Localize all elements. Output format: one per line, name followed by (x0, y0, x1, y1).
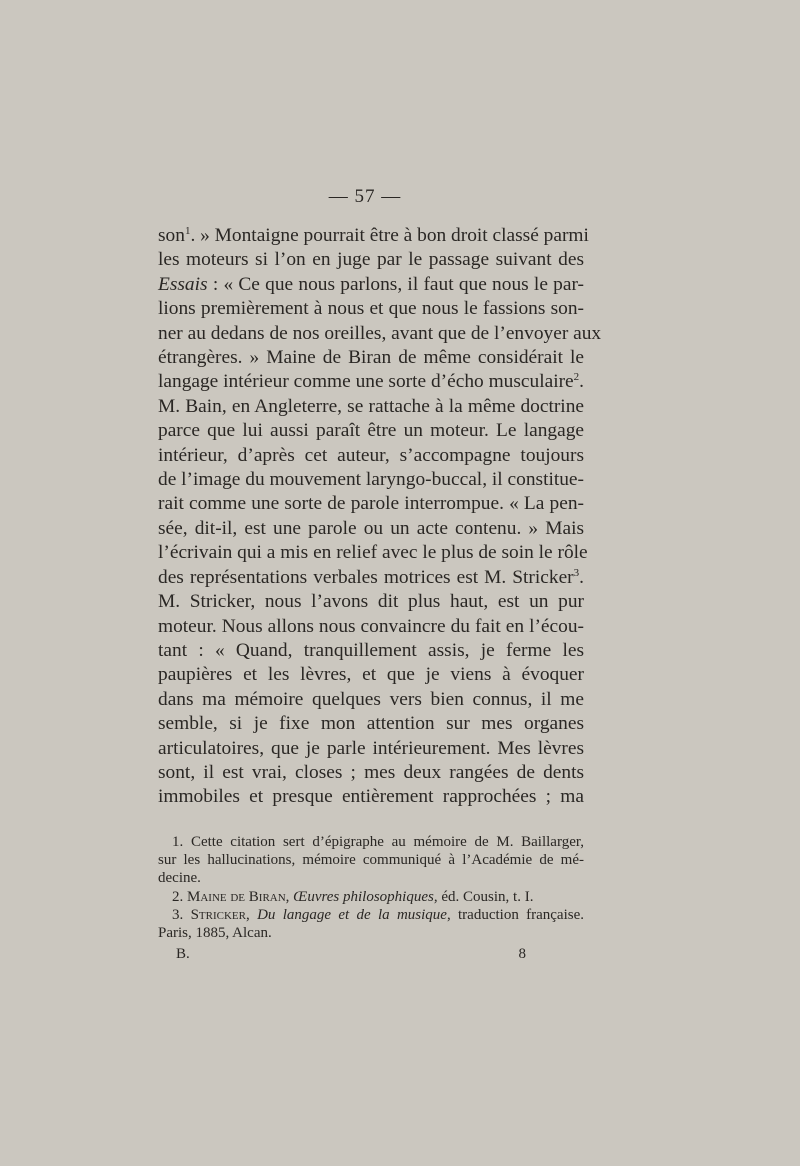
text-line-18: tant : « Quand, tranquillement assis, je ferme les (158, 639, 584, 661)
signature-number: 8 (518, 946, 526, 962)
text-line-10: intérieur, d’après cet auteur, s’accompagne toujours (158, 444, 584, 466)
footnote-ref-3: 3 (573, 566, 580, 579)
text-line-11: de l’image du mouvement laryngo-buccal, il constitue- (158, 469, 584, 491)
text-line-6: étrangères. » Maine de Biran de même considérait le (158, 347, 584, 369)
footnote-2-title: Œuvres philosophiques (293, 888, 434, 905)
footnote-1-line-2: sur les hallucinations, mémoire communiqué à l’Académie de mé- (158, 852, 584, 869)
text-line-9: parce que lui aussi paraît être un moteur. Le langage (158, 420, 584, 442)
text-line-19: paupières et les lèvres, et que je viens à évoquer (158, 664, 584, 686)
footnote-2-author: Maine de Biran (187, 888, 286, 905)
text-line-8: M. Bain, en Angleterre, se rattache à la même doctrine (158, 395, 584, 417)
footnote-1-line-3: decine. (158, 870, 201, 887)
text-line-21: semble, si je fixe mon attention sur mes organes (158, 713, 584, 735)
text-line-12: rait comme une sorte de parole interrompue. « La pen- (158, 493, 584, 515)
text-line-17: moteur. Nous allons nous convaincre du fait en l’écou- (158, 615, 584, 637)
footnote-3-line-1: 3. Stricker, Du langage et de la musique, traduction française. (172, 906, 585, 923)
footnotes (158, 833, 584, 942)
footnote-3-author: Stricker (190, 906, 246, 923)
text-line-7: langage intérieur comme une sorte d’écho musculaire$^2$. (158, 371, 585, 393)
text-line-5: ner au dedans de nos oreilles, avant que de l’envoyer aux (158, 322, 602, 344)
footnote-ref-1: 1 (184, 225, 191, 237)
text-line-15: des représentations verbales motrices est M. Stricker$^3$. (158, 566, 584, 588)
text-line-4: lions premièrement à nous et que nous le fassions son- (158, 298, 584, 320)
text-line-16: M. Stricker, nous l’avons dit plus haut, est un pur (158, 591, 584, 613)
text-line-24: immobiles et presque entièrement rapprochées ; ma (158, 786, 584, 808)
footnote-2: 2. Maine de Biran, Œuvres philosophiques, éd. Cousin, t. I. (172, 888, 534, 905)
text-line-2: les moteurs si l’on en juge par le passage suivant des (158, 249, 584, 271)
text-line-23: sont, il est vrai, closes ; mes deux rangées de dents (158, 761, 584, 783)
page-number: — 57 — (328, 186, 402, 207)
text-line-13: sée, dit-il, est une parole ou un acte contenu. » Mais (158, 517, 584, 539)
signature-letter: B. (176, 946, 190, 962)
text-line-20: dans ma mémoire quelques vers bien connus, il me (158, 688, 584, 710)
footnote-3-title: Du langage et de la musique (257, 906, 447, 923)
text-line-3: Essais : « Ce que nous parlons, il faut que nous le par- (158, 273, 584, 295)
text-line-22: articulatoires, que je parle intérieurement. Mes lèvres (158, 737, 584, 759)
text-line-1: son$^1$. » Montaigne pourrait être à bon droit classé parmi (158, 225, 589, 246)
footnote-1-line-1: 1. Cette citation sert d’épigraphe au mémoire de M. Baillarger, (172, 834, 584, 850)
footnote-ref-2: 2 (573, 371, 580, 384)
body-text (158, 224, 602, 810)
text-line-14: l’écrivain qui a mis en relief avec le plus de soin le rôle (158, 542, 588, 564)
footnote-3-line-2: Paris, 1885, Alcan. (158, 925, 272, 942)
